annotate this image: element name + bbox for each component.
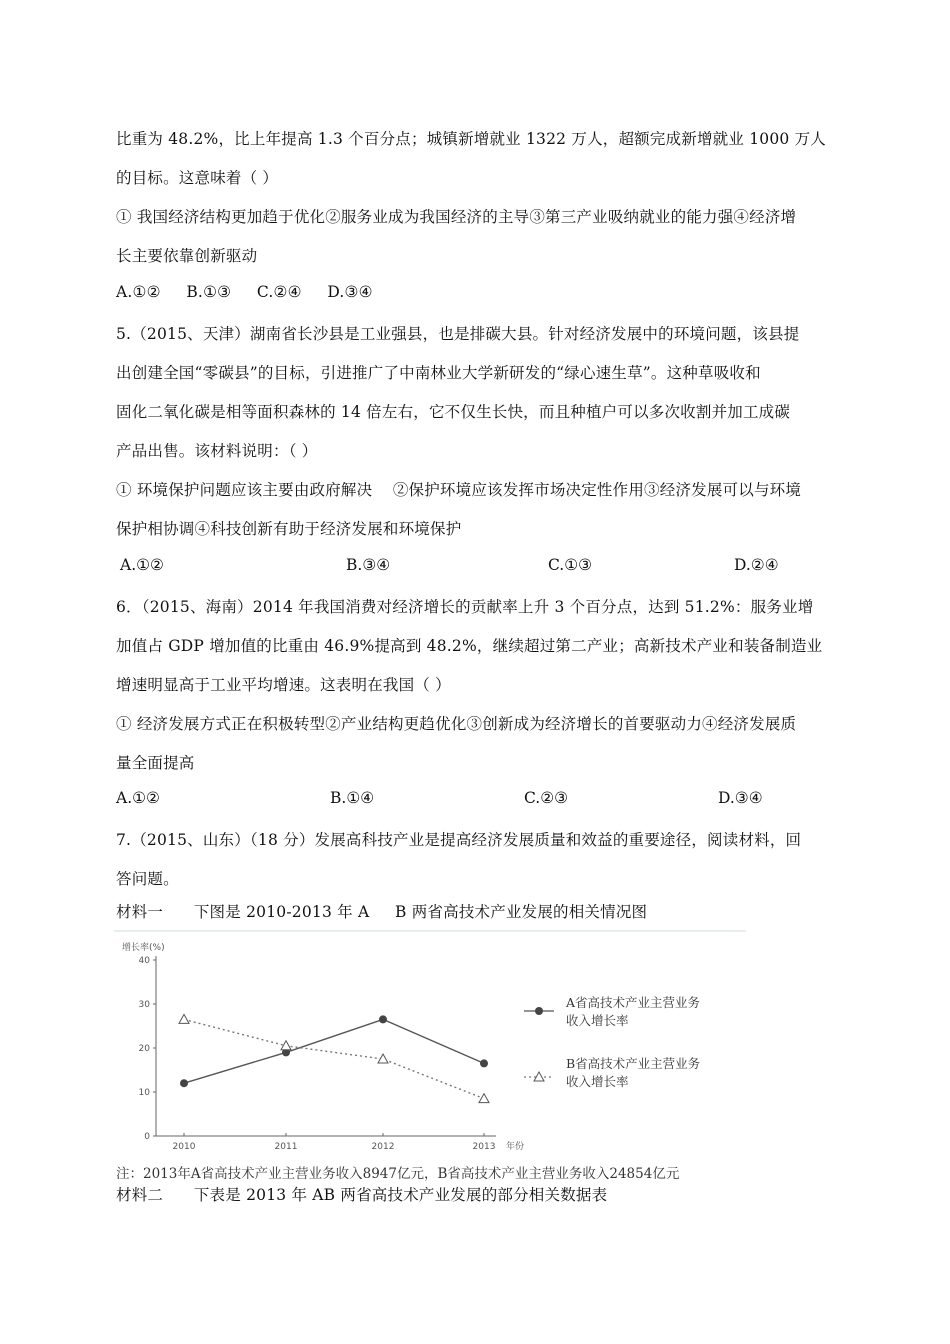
q5-option-c: C.①③ bbox=[548, 556, 593, 574]
q6-text-line-3: 增速明显高于工业平均增速。这表明在我国（ ） bbox=[116, 676, 451, 694]
q5-text-line-4: 产品出售。该材料说明：（ ） bbox=[116, 442, 318, 460]
chart-series bbox=[179, 1014, 489, 1102]
legend-a-label-line-1: A省高技术产业主营业务 bbox=[566, 995, 701, 1010]
x-tick-label: 2013 bbox=[472, 1142, 496, 1152]
q5-text-line-3: 固化二氧化碳是相等面积森林的 14 倍左右，它不仅生长快，而且种植户可以多次收割并加工成碳 bbox=[116, 403, 791, 421]
q6-option-b: B.①④ bbox=[330, 789, 375, 807]
chart-axes bbox=[139, 956, 524, 1152]
legend-a-marker bbox=[535, 1007, 543, 1015]
legend-b-label-line-1: B省高技术产业主营业务 bbox=[566, 1056, 701, 1071]
y-tick-label: 10 bbox=[138, 1088, 150, 1098]
q-prev-text-line-1: 比重为 48.2%，比上年提高 1.3 个百分点；城镇新增就业 1322 万人，超额完成新增就业 1000 万人 bbox=[116, 130, 826, 148]
series-a-point bbox=[180, 1079, 188, 1087]
q6-option-c: C.②③ bbox=[524, 789, 569, 807]
q6-statements-line-2: 量全面提高 bbox=[116, 754, 195, 772]
q5-text-line-1: 5.（2015、天津）湖南省长沙县是工业强县，也是排碳大县。针对经济发展中的环境问题，该县提 bbox=[116, 325, 800, 343]
x-axis-label: 年份 bbox=[506, 1142, 525, 1152]
legend-a-label-line-2: 收入增长率 bbox=[566, 1013, 629, 1028]
q5-text-line-2: 出创建全国“零碳县”的目标，引进推广了中南林业大学新研发的“绿心速生草”。这种草吸收和 bbox=[116, 364, 761, 382]
growth-rate-chart bbox=[114, 930, 746, 1180]
q6-statements-line-1: ① 经济发展方式正在积极转型②产业结构更趋优化③创新成为经济增长的首要驱动力④经济发展质 bbox=[116, 715, 797, 733]
q-prev-statements-line-1: ① 我国经济结构更加趋于优化②服务业成为我国经济的主导③第三产业吸纳就业的能力强④经济增 bbox=[116, 208, 797, 226]
series-a-point bbox=[379, 1015, 387, 1023]
q6-text-line-2: 加值占 GDP 增加值的比重由 46.9%提高到 48.2%，继续超过第二产业；高新技术产业和装备制造业 bbox=[116, 637, 823, 655]
y-tick-label: 30 bbox=[138, 1000, 150, 1010]
chart-note: 注：2013年A省高技术产业主营业务收入8947亿元，B省高技术产业主营业务收入24854亿元 bbox=[116, 1166, 680, 1182]
y-tick-label: 0 bbox=[144, 1132, 150, 1142]
y-tick-label: 20 bbox=[138, 1044, 150, 1054]
q5-option-d: D.②④ bbox=[734, 556, 779, 574]
material-two-caption: 材料二 下表是 2013 年 AB 两省高技术产业发展的部分相关数据表 bbox=[116, 1186, 608, 1204]
series-b-line bbox=[184, 1019, 484, 1098]
q-prev-statements-line-2: 长主要依靠创新驱动 bbox=[116, 247, 258, 265]
series-b-point bbox=[479, 1094, 489, 1103]
chart-legend bbox=[524, 995, 701, 1089]
q5-option-a: A.①② bbox=[120, 556, 164, 574]
series-a-line bbox=[184, 1019, 484, 1083]
q5-statements-line-1: ① 环境保护问题应该主要由政府解决 ②保护环境应该发挥市场决定性作用③经济发展可以与环境 bbox=[116, 481, 802, 499]
y-tick-label: 40 bbox=[138, 956, 150, 966]
x-tick-label: 2010 bbox=[172, 1142, 196, 1152]
series-b-point bbox=[179, 1014, 189, 1023]
q7-text-line-2: 答问题。 bbox=[116, 870, 179, 888]
q-prev-text-line-2: 的目标。这意味着（ ） bbox=[116, 169, 279, 187]
q5-option-b: B.③④ bbox=[346, 556, 391, 574]
q6-option-a: A.①② bbox=[116, 789, 160, 807]
legend-b-label-line-2: 收入增长率 bbox=[566, 1074, 629, 1089]
x-tick-label: 2012 bbox=[371, 1142, 395, 1152]
q7-text-line-1: 7.（2015、山东）（18 分）发展高科技产业是提高经济发展质量和效益的重要途径，阅读材料，回 bbox=[116, 831, 802, 849]
material-one-caption: 材料一 下图是 2010-2013 年 A B 两省高技术产业发展的相关情况图 bbox=[116, 903, 648, 921]
x-tick-label: 2011 bbox=[274, 1142, 298, 1152]
series-a-point bbox=[480, 1059, 488, 1067]
q-prev-options: A.①② B.①③ C.②④ D.③④ bbox=[116, 283, 373, 301]
q6-option-d: D.③④ bbox=[718, 789, 763, 807]
series-b-point bbox=[378, 1054, 388, 1063]
q5-statements-line-2: 保护相协调④科技创新有助于经济发展和环境保护 bbox=[116, 520, 462, 538]
q6-text-line-1: 6．（2015、海南）2014 年我国消费对经济增长的贡献率上升 3 个百分点，达到 51.2%：服务业增 bbox=[116, 598, 814, 616]
y-axis-label: 增长率(%) bbox=[122, 943, 165, 953]
growth-rate-chart-svg bbox=[114, 930, 746, 1162]
